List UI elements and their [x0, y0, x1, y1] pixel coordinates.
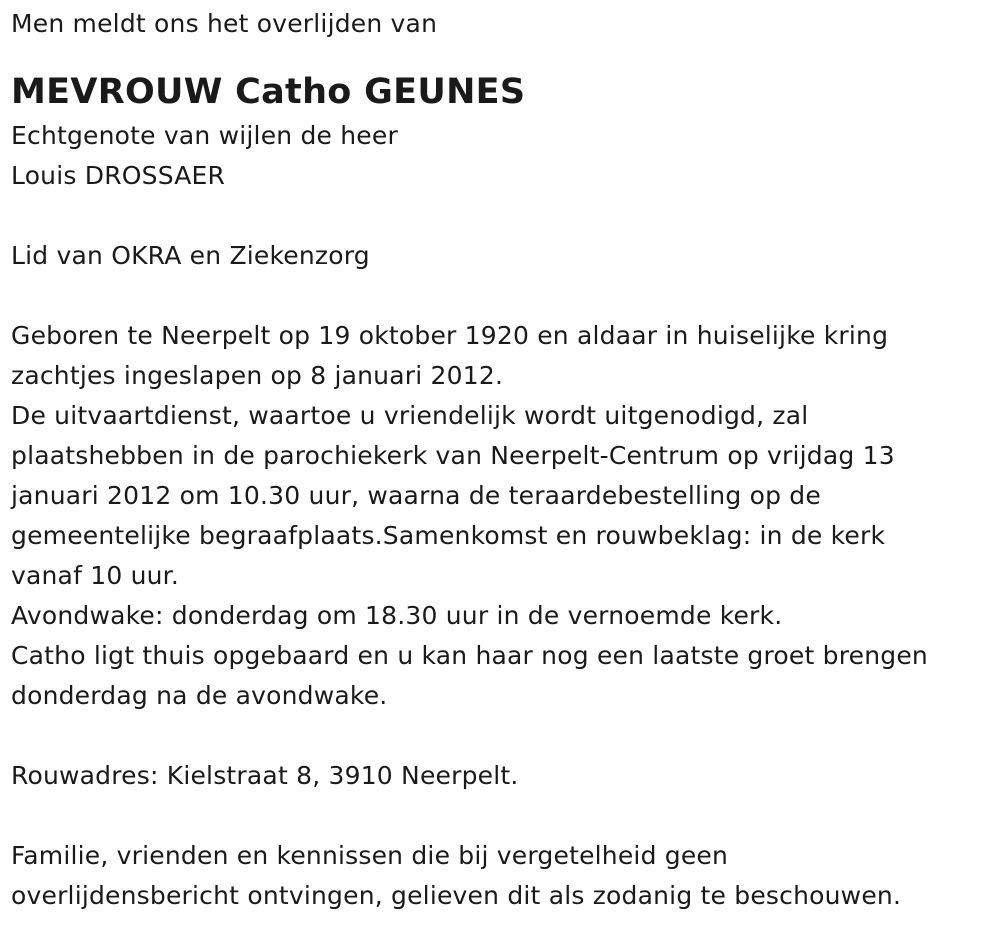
mourning-address: Rouwadres: Kielstraat 8, 3910 Neerpelt.	[11, 761, 519, 790]
closing-line: Familie, vrienden en kennissen die bij vergetelheid geen	[11, 841, 729, 870]
details-line: Catho ligt thuis opgebaard en u kan haar nog een laatste groet brengen	[11, 641, 928, 670]
details-line: De uitvaartdienst, waartoe u vriendelijk wordt uitgenodigd, zal	[11, 401, 809, 430]
spacer	[11, 196, 991, 236]
spacer	[11, 44, 991, 68]
deceased-name: MEVROUW Catho GEUNES	[11, 72, 526, 112]
membership-text: Lid van OKRA en Ziekenzorg	[11, 241, 370, 270]
death-notice	[11, 4, 991, 916]
spouse-name: Louis DROSSAER	[11, 161, 226, 190]
closing-line: overlijdensbericht ontvingen, gelieven dit als zodanig te beschouwen.	[11, 881, 902, 910]
spacer	[11, 276, 991, 316]
details-line: vanaf 10 uur.	[11, 561, 180, 590]
details-line: Geboren te Neerpelt op 19 oktober 1920 en aldaar in huiselijke kring	[11, 321, 889, 350]
intro-text: Men meldt ons het overlijden van	[11, 9, 438, 38]
spouse-line: Echtgenote van wijlen de heer	[11, 121, 398, 150]
details-line: donderdag na de avondwake.	[11, 681, 388, 710]
details-line: januari 2012 om 10.30 uur, waarna de teraardebestelling op de	[11, 481, 821, 510]
details-line: Avondwake: donderdag om 18.30 uur in de vernoemde kerk.	[11, 601, 783, 630]
details-line: zachtjes ingeslapen op 8 januari 2012.	[11, 361, 504, 390]
spacer	[11, 796, 991, 836]
details-line: plaatshebben in de parochiekerk van Neerpelt-Centrum op vrijdag 13	[11, 441, 895, 470]
details-line: gemeentelijke begraafplaats.Samenkomst en rouwbeklag: in de kerk	[11, 521, 886, 550]
spacer	[11, 716, 991, 756]
